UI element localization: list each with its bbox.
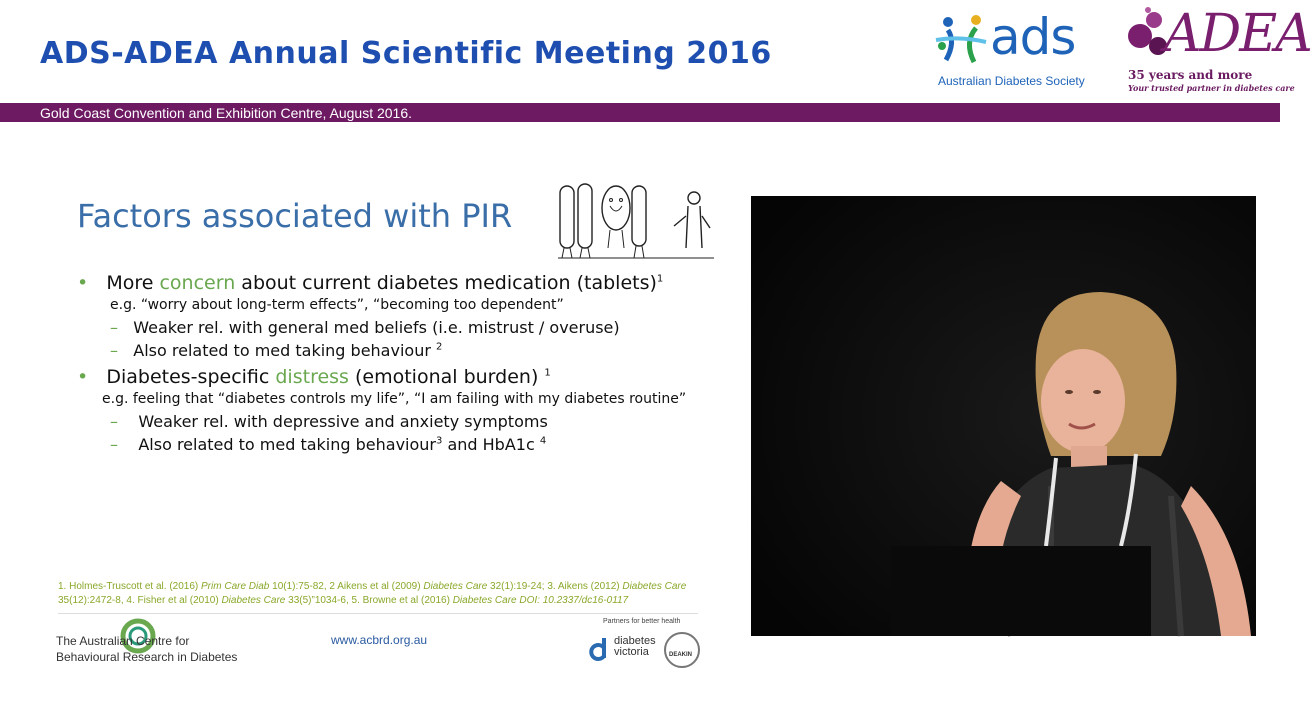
ref-journal: Diabetes Care [622,581,687,592]
bullet-2-example: e.g. feeling that “diabetes controls my life”, “I am failing with my diabetes routine” [102,391,687,407]
footer-divider [58,613,698,614]
bullet-2-sub-2-pre: Also related to med taking behaviour [138,435,436,454]
diabetes-victoria-text [614,636,656,658]
adea-circles-icon [1124,6,1168,66]
ref-text: 35(12):2472-8, 4. Fisher et al (2010) [58,595,222,606]
bullet-1-sub-2-text: Also related to med taking behaviour [133,341,431,360]
ads-logo [934,8,1094,92]
adea-wordmark: ADEA [1164,4,1311,64]
bullet-2-sub-2-sup1: 3 [435,435,443,447]
conference-title: ADS-ADEA Annual Scientific Meeting 2016 [40,36,772,71]
ref-text: 1. Holmes-Truscott et al. (2016) [58,581,202,592]
adea-tagline: 35 years and more [1128,68,1253,82]
conference-header [0,0,1311,104]
diabetes-victoria-logo [590,636,660,660]
bullet-2 [77,366,551,388]
bullet-1-pre: More [106,272,160,294]
ref-journal: Diabetes Care [221,595,286,606]
bullet-2-sub-1-text: Weaker rel. with depressive and anxiety symptoms [138,412,548,431]
speaker-video [751,196,1256,636]
venue-band [0,103,1280,122]
ref-journal: Diabetes Care DOI: 10.2337/dc16-0117 [452,595,629,606]
ref-journal: Prim Care Diab [201,581,270,592]
bullet-1-post: about current diabetes medication (tablets) [235,272,657,294]
bullet-2-post: (emotional burden) [348,366,545,388]
dv-line-2: victoria [614,646,649,658]
sub-dash: – [110,435,118,454]
acbrd-line-1: The Australian Centre for [56,634,190,648]
sub-dash: – [110,318,118,337]
sub-dash: – [110,412,118,431]
bullet-2-pre: Diabetes-specific [106,366,276,388]
dv-line-1: diabetes [614,635,656,647]
references [58,580,718,608]
diabetes-victoria-icon [590,636,610,660]
bullet-1 [77,272,663,294]
ref-journal: Diabetes Care [423,581,488,592]
venue-text: Gold Coast Convention and Exhibition Centre, August 2016. [40,105,413,121]
bullet-1-sub-2 [110,341,442,360]
bullet-1-sub-1 [110,318,620,337]
ads-subtitle: Australian Diabetes Society [938,74,1085,88]
bullet-1-highlight: concern [159,272,236,294]
ads-wordmark: ads [990,8,1076,66]
adea-tagline-sub: Your trusted partner in diabetes care [1128,83,1295,93]
bullet-2-highlight: distress [275,366,349,388]
adea-logo [1124,4,1311,96]
bullet-2-sub-2-sup2: 4 [539,435,547,447]
ads-figure-icon [934,12,990,72]
bullet-1-sub-1-text: Weaker rel. with general med beliefs (i.e. mistrust / overuse) [133,318,620,337]
bullet-dot: • [77,272,89,294]
bullet-1-example: e.g. “worry about long-term effects”, “becoming too dependent” [110,297,564,313]
deakin-logo [664,632,700,668]
acbrd-line-2: Behavioural Research in Diabetes [56,650,238,664]
acbrd-url[interactable]: www.acbrd.org.au [331,633,428,647]
sub-dash: – [110,341,118,360]
bullet-dot: • [77,366,89,388]
speaker-image [751,196,1256,636]
partners-label: Partners for better health [603,618,681,625]
bullet-2-sub-2-mid: and HbA1c [442,435,535,454]
acbrd-logo [56,618,238,668]
bullet-2-sub-2 [110,435,546,454]
ref-text: 33(5)”1034-6, 5. Browne et al (2016) [285,595,453,606]
bullet-1-sub-2-sup: 2 [436,341,443,353]
bullet-2-sup: 1 [544,367,551,379]
bullet-1-sup: 1 [656,273,664,285]
ref-text: 10(1):75-82, 2 Aikens et al (2009) [269,581,424,592]
deakin-text: DEAKIN [669,652,693,658]
ref-text: 32(1):19-24; 3. Aikens (2012) [487,581,623,592]
bullet-2-sub-1 [110,412,548,431]
pills-cartoon-icon [556,182,716,262]
slide-title: Factors associated with PIR [77,197,513,235]
